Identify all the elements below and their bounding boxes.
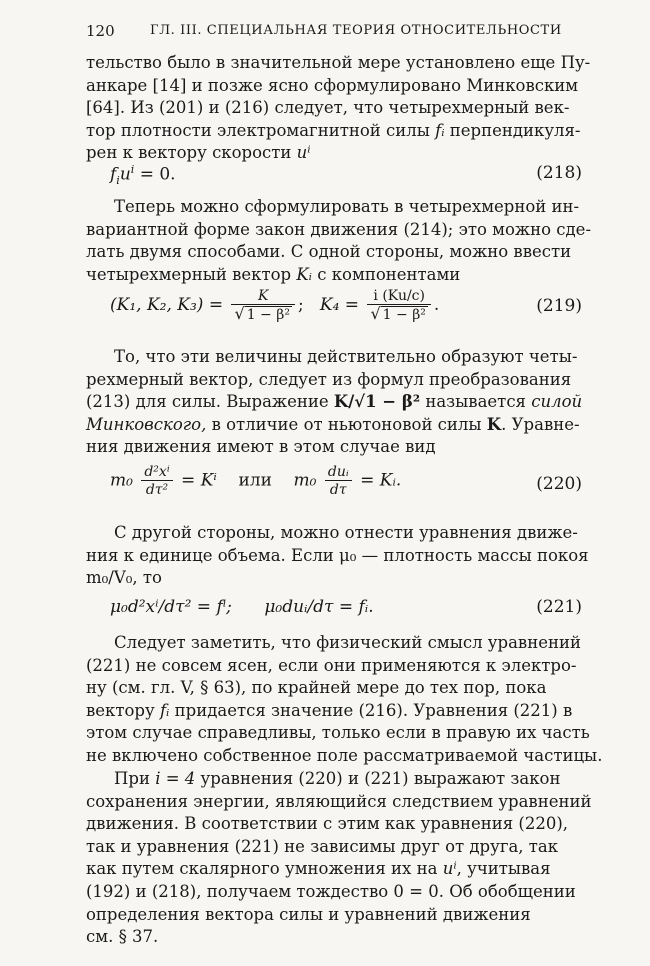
text-segment: называется [425,392,526,412]
eq-term: ; [297,295,304,315]
fraction [231,288,294,323]
text-line [86,768,582,791]
paragraph-6 [86,768,592,949]
text-line: сохранения энергии, являющийся следствием уравнений [86,791,592,811]
text-line [86,414,582,437]
symbol-u-i: uⁱ [442,859,457,879]
paragraph-5 [86,632,603,768]
eq-connector: или [238,470,272,491]
eq-term: m₀ [110,470,133,491]
page-number: 120 [86,22,115,40]
eq-term: μ₀d²xⁱ/dτ² = fⁱ; [110,597,232,617]
text-segment: учитывая [467,859,551,879]
equation-number: (219) [536,296,582,316]
text-line: тельство было в значительной мере установлено еще Пу- [86,53,591,72]
text-line: ния к единице объема. Если μ₀ — плотность массы покоя [86,545,589,565]
numerator: d²xⁱ [144,464,170,480]
text-line: не включено собственное поле рассматриваемой частицы. [86,745,603,765]
paragraph-4 [86,522,589,590]
text-line: как путем скалярного умножения их на uⁱ, учитывая [86,859,551,879]
text-line: m₀/V₀, то [86,568,162,588]
equation-221 [110,597,582,623]
text-line: рехмерный вектор, следует из формул преобразования [86,369,572,389]
symbol-K-over-sqrt: K/√1 − β² [333,392,421,412]
eq-term: = Kⁱ [181,470,217,491]
text-segment: придается значение (216). Уравнения (221) в [174,700,573,720]
equation-formula [110,464,401,498]
equation-number: (218) [536,163,582,183]
text-segment: четырехмерный вектор [86,264,292,284]
text-line: анкаре [14] и позже ясно сформулировано Минковским [86,75,579,95]
text-segment: (213) для силы. Выражение [86,392,329,412]
symbol-f-i: fᵢ [435,120,445,140]
eq-term: f [110,164,117,185]
radicand: 1 − β² [382,307,426,323]
running-title: ГЛ. III. СПЕЦИАЛЬНАЯ ТЕОРИЯ ОТНОСИТЕЛЬНОСТИ [150,23,562,38]
denominator: dτ [325,480,352,498]
equation-219 [110,284,582,332]
emphasis: Минковского, [86,414,207,434]
text-segment: вектору [86,700,155,720]
fraction [367,288,430,323]
symbol-u-i: uⁱ [296,143,311,163]
text-line: Следует заметить, что физический смысл уравнений [114,633,581,652]
equation-218 [110,163,582,189]
text-segment: как путем скалярного умножения их на [86,859,438,879]
symbol-i-eq-4: i = 4 [155,769,196,788]
text-segment: При [114,769,150,788]
eq-term: μ₀duᵢ/dτ = fᵢ. [264,597,374,617]
symbol-K-i: Kᵢ [296,264,312,284]
text-line: (192) и (218), получаем тождество 0 = 0. Об обобщении [86,881,576,901]
text-segment: с компонентами [317,264,461,284]
symbol-f-i: fᵢ [159,700,170,720]
text-line [86,264,582,287]
text-line: этом случае справедливы, только если в правую их часть [86,723,590,743]
equation-number: (220) [536,474,582,494]
equation-number: (221) [536,597,582,617]
text-line: определения вектора силы и уравнений движения [86,904,531,924]
text-segment: тор плотности электромагнитной силы [86,120,430,140]
paragraph-2 [86,196,592,286]
text-line: То, что эти величины действительно образуют четы- [114,347,578,366]
text-segment: перпендикуля- [449,120,581,140]
paragraph-3 [86,346,582,459]
eq-term: K₄ = [319,295,360,315]
text-line: см. § 37. [86,927,159,947]
text-line: так и уравнения (221) не зависимы друг от друга, так [86,836,559,856]
text-line [86,120,582,143]
text-line: вариантной форме закон движения (214); это можно сде- [86,219,592,239]
text-line: Теперь можно сформулировать в четырехмерной ин- [114,197,580,216]
paragraph-1 [86,52,591,165]
text-line: движения. В соответствии с этим как уравнения (220), [86,814,569,834]
numerator: K [257,288,269,304]
text-line [86,142,582,165]
text-line [86,700,582,723]
numerator: i (Ku/c) [373,288,425,304]
text-line [86,391,582,414]
equation-formula: $f_iu^i = 0$. [110,163,176,188]
fraction [325,464,352,498]
eq-term: m₀ [293,470,317,491]
text-segment: уравнения (220) и (221) выражают закон [200,769,561,788]
text-segment: в отличие от ньютоновой силы [211,414,482,434]
equation-formula [110,597,374,617]
eq-term: (K₁, K₂, K₃) = [110,295,224,315]
text-line: (221) не совсем ясен, если они применяются к электро- [86,655,577,675]
equation-formula [110,288,439,323]
text-segment: рен к вектору скорости [86,143,292,163]
text-line: ну (см. гл. V, § 63), по крайней мере до тех пор, пока [86,678,547,698]
symbol-K: K [486,414,502,434]
denominator: √ 1 − β² [367,304,430,323]
eq-term: . [433,295,440,315]
numerator: duᵢ [327,464,349,480]
text-line: [64]. Из (201) и (216) следует, что четырехмерный век- [86,98,570,118]
radicand: 1 − β² [246,307,290,323]
fraction [141,464,172,498]
eq-term: = 0. [139,164,176,185]
denominator: √ 1 − β² [231,304,294,323]
text-line: ния движения имеют в этом случае вид [86,437,436,457]
text-line: лать двумя способами. С одной стороны, можно ввести [86,242,572,262]
text-line: С другой стороны, можно отнести уравнения движе- [114,523,578,542]
running-header [86,22,582,44]
eq-term: = Kᵢ. [360,470,402,491]
denominator: dτ² [141,480,172,498]
text-segment: . Уравне- [501,414,580,434]
equation-220 [110,462,582,510]
emphasis: силой [531,392,583,412]
